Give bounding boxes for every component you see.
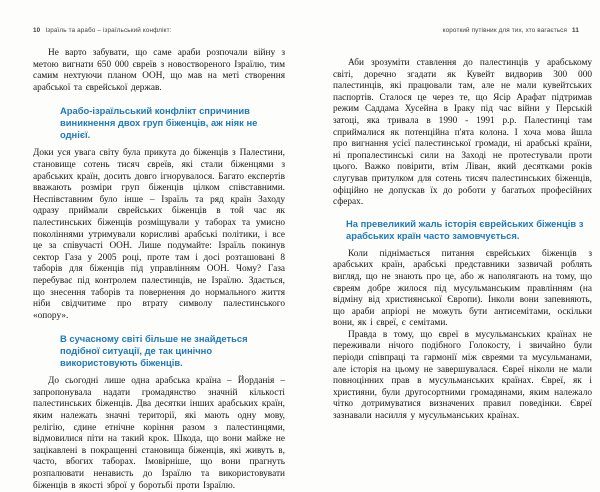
section-heading-two-refugee-groups: Арабо-ізраїльський конфлікт спричинив виникнення двох груп біженців, аж ніяк не однієї.: [60, 105, 258, 141]
paragraph-jordan-citizenship: До сьогодні лише одна арабська країна – Йорданія – запропонувала надати громадянство значній кількості палестинських біженців. Два десятки інших арабських країн, яким належать значні території, які мають одну мову, релігію, єдине етнічне коріння разом з палестинцями, відмовилися піти на такий крок. Шкода, що вони майже не зацікавлені в покращенні становища біженців, які живуть в, часто, вбогих таборах. Імовірніше, що вони прагнуть розпалювати ненависть до Ізраїлю та використовувати біженців в якості зброї у боротьбі проти Ізраїлю.: [33, 376, 285, 491]
running-head-left: [33, 27, 285, 35]
page-number-right: 11: [572, 27, 579, 34]
paragraph-arab-representatives: Коли піднімається питання єврейських біженців з арабських країн, арабські представники зазвичай роблять вигляд, що не знають про це, або ж наполягають на тому, що євреям добре жилося під мусульманським правлінням (на відміну від християнської Європи). Інколи вони запевняють, що араби апріорі не можуть бути антисемітами, оскільки вони, як і євреї, є семітами.: [333, 248, 592, 329]
page-right: [333, 0, 592, 463]
paragraph-kuwait-expulsion: Аби зрозуміти ставлення до палестинців у арабському світі, доречно згадати як Кувейт видворив 300 000 палестинців, які працювали там, але не мали кувейтських паспортів. Сталося це через те, що Ясір Арафат підтримав режим Саддама Хусейна в Іраку під час війни у Перській затоці, яка тривала в 1990 - 1991 р.р. Палестинці там сприймалися як потенційна п'ята колона. І хоча мова йшла про вигнання усієї палестинської громади, ні арабські країни, ні пропалестинські сили на Заході не протестували проти цього. Важко повірити, втім Ліван, який десятками років слугував притулком для сотень тисяч палестинських біженців, офіційно не допускав їх до роботи у багатьох професійних сферах.: [333, 58, 592, 208]
section-heading-jewish-refugees-silenced: На превеликий жаль історія єврейських біженців з арабських країн часто замовчується.: [346, 217, 584, 241]
paragraph-jews-in-muslim-countries: Правда в тому, що євреї в мусульманських країнах не переживали нічого подібного Голокосту, і звичайно були періоди співпраці та гармонії між євреями та мусульманами, але історія на цьому не завершувалася. Євреї ніколи не мали повноцінних прав в мусульманських країнах. Євреї, як і християни, були другосортними громадянами, яким належало чітко дотримуватися визначених правил поведінки. Євреї зазнавали насилля у мусульманських країнах.: [333, 329, 592, 422]
section-heading-cynical-use: В сучасному світі більше не знайдеться подібної ситуації, де так цинічно використовують біженців.: [60, 333, 248, 369]
running-head-right: [333, 27, 592, 35]
paragraph-refugee-comparison: Доки уся увага світу була прикута до біженців з Палестини, становище сотень тисяч євреїв, які стали біженцями з арабських країн, досить довго ігнорувалося. Багато експертів вважають розміри груп біженців цілком співставними. Неспівставним було інше – Ізраїль та ряд країн Заходу одразу приймали єврейських біженців в той час як палестинських біженців розміщували у таборах та умисно поколіннями утримували корисливі арабські політики, і все це за співучасті ООН. Лише подумайте: Ізраїль покинув сектор Газа у 2005 році, проте там і досі розташовані 8 таборів для біженців під управлінням ООН. Чому? Газа перебуває під контролем палестинців, не Ізраїлю. Здається, що знесення таборів та повернення до нормального життя ніби свідчитиме про втрату символу палестинського «опору».: [33, 148, 285, 321]
page-left: [33, 0, 285, 491]
page-number-left: 10: [33, 27, 41, 34]
running-title-right: короткий путівник для тих, хто вагається: [442, 27, 568, 34]
page-left-content: [33, 48, 285, 492]
page-right-content: [333, 58, 592, 423]
paragraph-un-plan: Не варто забувати, що саме араби розпочали війну з метою вигнати 650 000 євреїв з новоствореного Ізраїлю, тим самим нехтуючи планом ООН, що мав на меті створення арабської та єврейської держав.: [33, 48, 285, 93]
running-title-left: Ізраїль та арабо – ізраїльський конфлікт:: [45, 27, 172, 34]
